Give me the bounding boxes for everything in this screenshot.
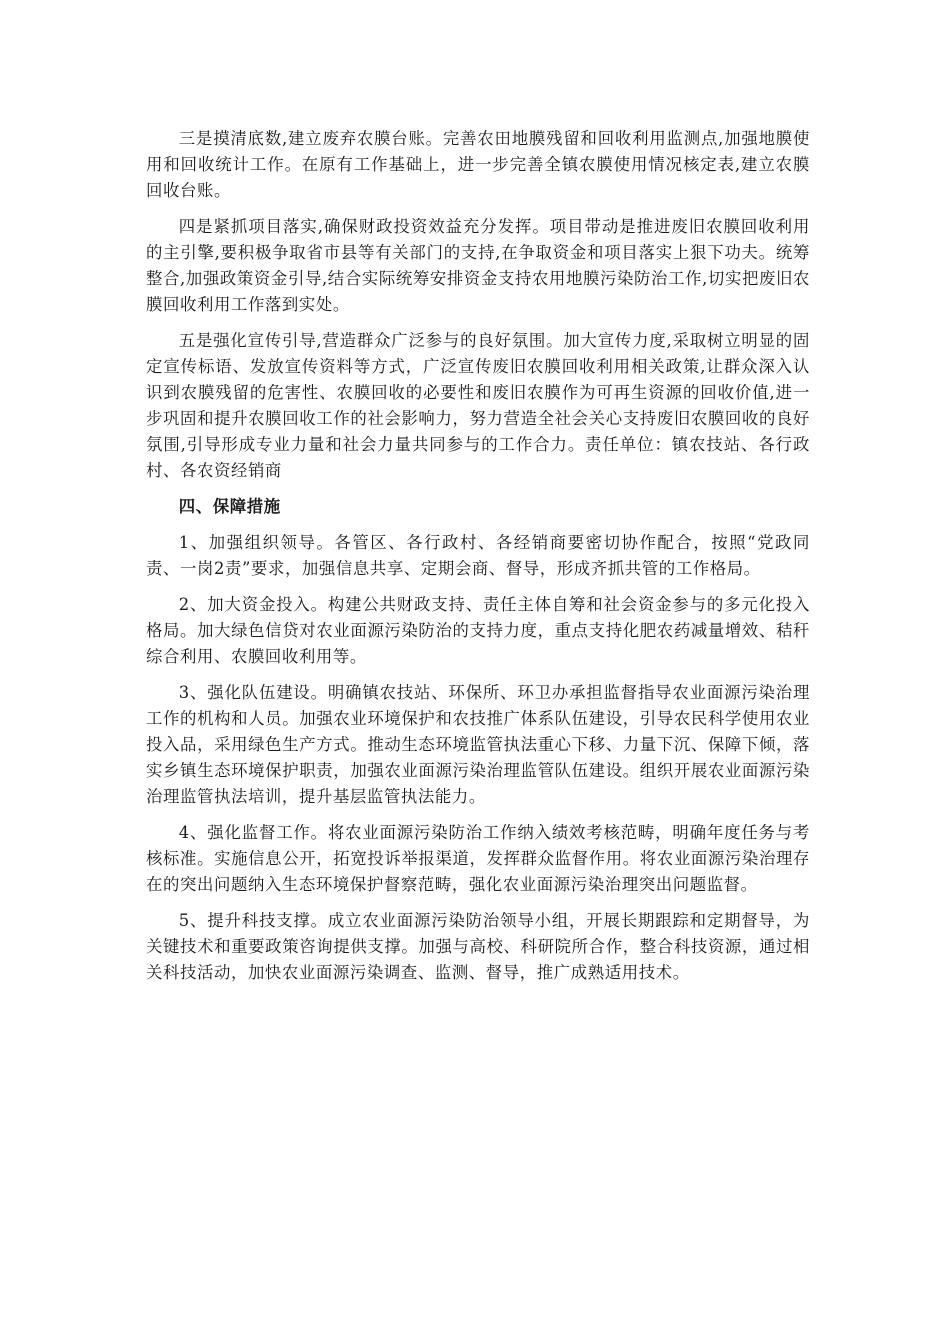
measure-paragraph-5: 5、提升科技支撑。成立农业面源污染防治领导小组，开展长期跟踪和定期督导，为关键技术和重要政策咨询提供支撑。加强与高校、科研院所合作，整合科技资源，通过相关科技活动，加快农业面源污染调查、监测、督导，推广成熟适用技术。 — [146, 911, 810, 982]
paragraph-task-4: 四是紧抓项目落实,确保财政投资效益充分发挥。项目带动是推进废旧农膜回收利用的主引擎,要积极争取省市县等有关部门的支持,在争取资金和项目落实上狠下功夫。统筹整合,加强政策资金引导,结合实际统筹安排资金支持农用地膜污染防治工作,切实把废旧农膜回收利用工作落到实处。 — [146, 217, 810, 314]
measure-paragraph-3: 3、强化队伍建设。明确镇农技站、环保所、环卫办承担监督指导农业面源污染治理工作的机构和人员。加强农业环境保护和农技推广体系队伍建设，引导农民科学使用农业投入品，采用绿色生产方式。推动生态环境监管执法重心下移、力量下沉、保障下倾，落实乡镇生态环境保护职责，加强农业面源污染治理监管队伍建设。组织开展农业面源污染治理监管执法培训，提升基层监管执法能力。 — [146, 683, 810, 806]
paragraph-task-5: 五是强化宣传引导,营造群众广泛参与的良好氛围。加大宣传力度,采取树立明显的固定宣传标语、发放宣传资料等方式，广泛宣传废旧农膜回收利用相关政策,让群众深入认识到农膜残留的危害性、农膜回收的必要性和废旧农膜作为可再生资源的回收价值,进一步巩固和提升农膜回收工作的社会影响力，努力营造全社会关心支持废旧农膜回收的良好氛围,引导形成专业力量和社会力量共同参与的工作合力。责任单位：镇农技站、各行政村、各农资经销商 — [146, 331, 810, 480]
measure-paragraph-4: 4、强化监督工作。将农业面源污染防治工作纳入绩效考核范畴，明确年度任务与考核标准。实施信息公开，拓宽投诉举报渠道，发挥群众监督作用。将农业面源污染治理存在的突出问题纳入生态环境保护督察范畴，强化农业面源污染治理突出问题监督。 — [146, 823, 810, 894]
section-heading: 四、保障措施 — [178, 497, 281, 516]
measure-paragraph-2: 2、加大资金投入。构建公共财政支持、责任主体自筹和社会资金参与的多元化投入格局。加大绿色信贷对农业面源污染防治的支持力度，重点支持化肥农药减量增效、秸秆综合利用、农膜回收利用等。 — [146, 595, 810, 666]
measure-paragraph-1: 1、加强组织领导。各管区、各行政村、各经销商要密切协作配合，按照“党政同责、一岗2责”要求，加强信息共享、定期会商、督导，形成齐抓共管的工作格局。 — [146, 533, 810, 578]
document-body — [146, 126, 810, 996]
paragraph-task-3: 三是摸清底数,建立废弃农膜台账。完善农田地膜残留和回收利用监测点,加强地膜使用和回收统计工作。在原有工作基础上，进一步完善全镇农膜使用情况核定表,建立农膜回收台账。 — [146, 129, 810, 200]
